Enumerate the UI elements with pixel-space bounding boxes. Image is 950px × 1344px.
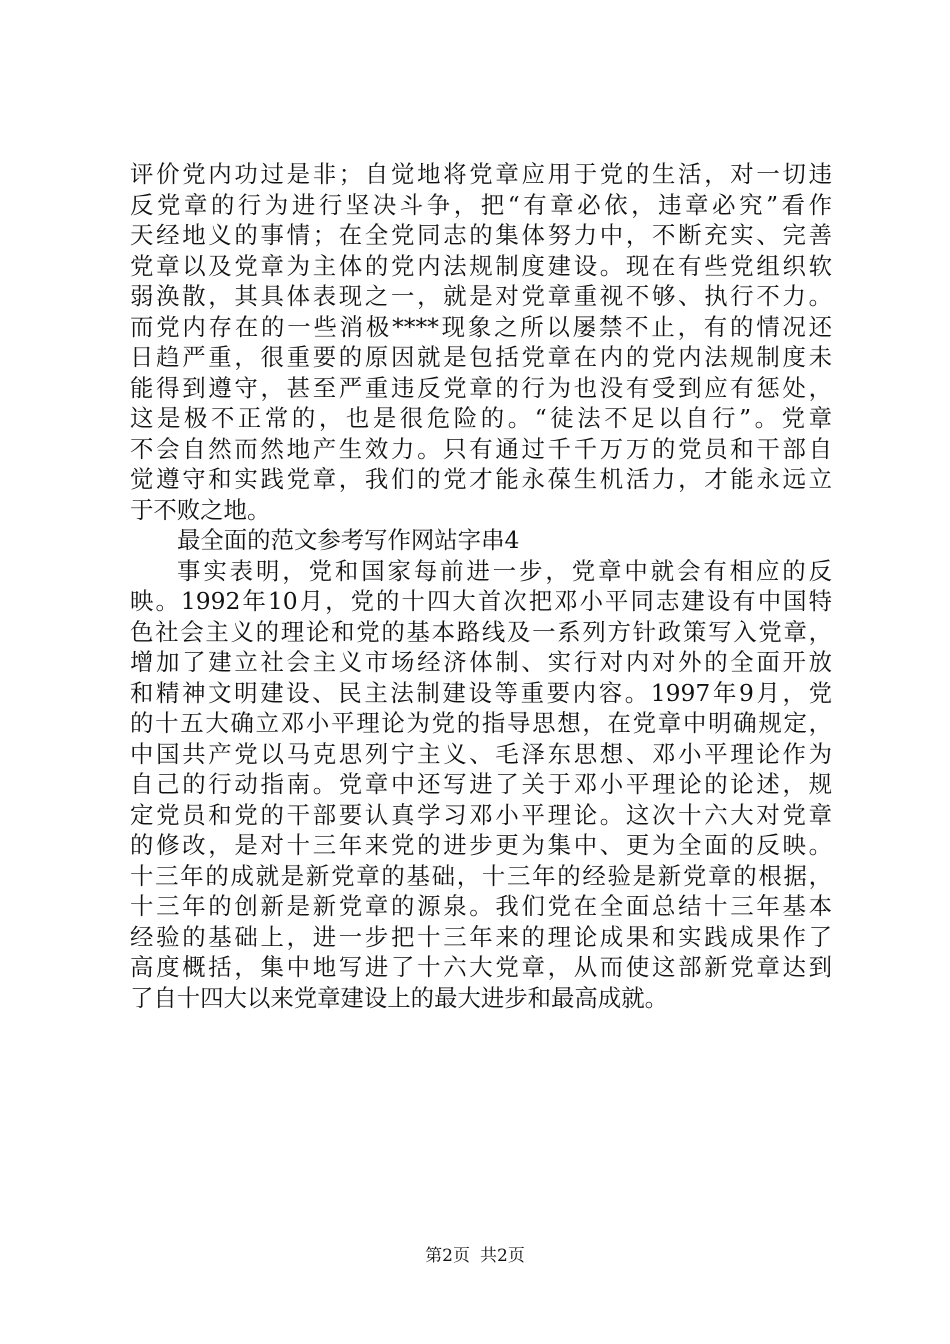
document-body — [130, 159, 832, 1013]
text-line: 的十五大确立邓小平理论为党的指导思想，在党章中明确规定， — [130, 709, 832, 737]
text-line: 的修改，是对十三年来党的进步更为集中、更为全面的反映。 — [130, 831, 832, 859]
text-line: 十三年的创新是新党章的源泉。我们党在全面总结十三年基本 — [130, 892, 832, 920]
text-line: 事实表明，党和国家每前进一步，党章中就会有相应的反 — [177, 556, 832, 585]
paragraph-2 — [130, 556, 832, 1014]
text-line: 日趋严重，很重要的原因就是包括党章在内的党内法规制度未 — [130, 343, 832, 371]
text-line: 和精神文明建设、民主法制建设等重要内容。1997年9月，党 — [130, 678, 832, 707]
text-line: 党章以及党章为主体的党内法规制度建设。现在有些党组织软 — [130, 251, 832, 280]
text-line: 定党员和党的干部要认真学习邓小平理论。这次十六大对党章 — [130, 800, 832, 829]
text-line: 于不败之地。 — [130, 495, 271, 524]
text-line: 弱涣散，其具体表现之一，就是对党章重视不够、执行不力。 — [130, 282, 832, 310]
text-line: 了自十四大以来党章建设上的最大进步和最高成就。 — [130, 983, 668, 1012]
text-line: 评价党内功过是非；自觉地将党章应用于党的生活，对一切违 — [130, 160, 832, 188]
page-number-total: 共2页 — [480, 1246, 525, 1266]
text-line: 映。1992年10月，党的十四大首次把邓小平同志建设有中国特 — [130, 587, 832, 615]
text-line: 十三年的成就是新党章的基础，十三年的经验是新党章的根据， — [130, 861, 832, 890]
text-line: 不会自然而然地产生效力。只有通过千千万万的党员和干部自 — [130, 434, 832, 463]
page-footer — [0, 1245, 950, 1267]
page-number-current: 第2页 — [425, 1246, 470, 1266]
text-line: 反党章的行为进行坚决斗争，把“有章必依，违章必究”看作 — [130, 190, 832, 219]
text-line: 中国共产党以马克思列宁主义、毛泽东思想、邓小平理论作为 — [130, 739, 832, 768]
text-line: 天经地义的事情；在全党同志的集体努力中，不断充实、完善 — [130, 221, 832, 249]
paragraph-1 — [130, 159, 832, 525]
text-line: 觉遵守和实践党章，我们的党才能永葆生机活力，才能永远立 — [130, 465, 832, 493]
text-line: 经验的基础上，进一步把十三年来的理论成果和实践成果作了 — [130, 922, 832, 951]
section-heading: 最全面的范文参考写作网站字串4 — [177, 526, 520, 554]
text-line: 自己的行动指南。党章中还写进了关于邓小平理论的论述，规 — [130, 770, 832, 798]
text-line: 增加了建立社会主义市场经济体制、实行对内对外的全面开放 — [130, 648, 832, 676]
text-line: 色社会主义的理论和党的基本路线及一系列方针政策写入党章， — [130, 617, 832, 646]
text-line: 而党内存在的一些消极****现象之所以屡禁不止，有的情况还 — [130, 312, 832, 341]
text-line: 能得到遵守，甚至严重违反党章的行为也没有受到应有惩处， — [130, 373, 832, 402]
text-line: 高度概括，集中地写进了十六大党章，从而使这部新党章达到 — [130, 953, 832, 981]
text-line: 这是极不正常的，也是很危险的。“徒法不足以自行”。党章 — [130, 404, 832, 432]
